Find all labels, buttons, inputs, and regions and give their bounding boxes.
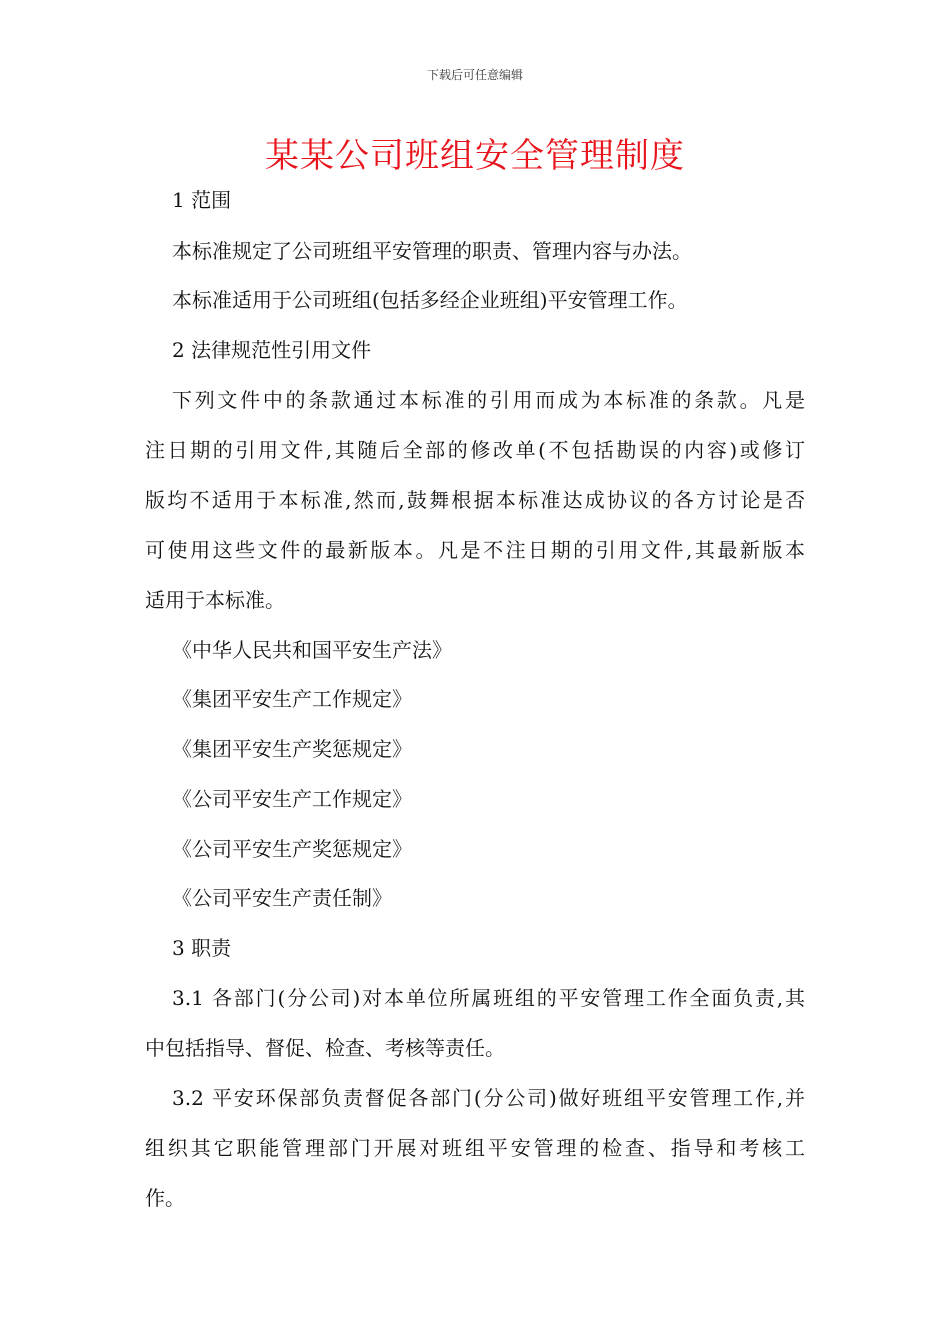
paragraph-line: 本标准适用于公司班组(包括多经企业班组)平安管理工作。 — [172, 288, 688, 312]
paragraph-line: 注日期的引用文件,其随后全部的修改单(不包括勘误的内容)或修订 — [145, 438, 805, 462]
paragraph-line: 3.2 平安环保部负责督促各部门(分公司)做好班组平安管理工作,并 — [172, 1086, 805, 1110]
reference-item: 《公司平安生产奖惩规定》 — [172, 837, 412, 861]
paragraph-line: 中包括指导、督促、检查、考核等责任。 — [145, 1036, 505, 1060]
paragraph-line: 适用于本标准。 — [145, 588, 285, 612]
reference-item: 《公司平安生产责任制》 — [172, 886, 392, 910]
paragraph-line: 作。 — [145, 1186, 185, 1210]
paragraph-line: 下列文件中的条款通过本标准的引用而成为本标准的条款。凡是 — [172, 388, 805, 412]
paragraph-line: 组织其它职能管理部门开展对班组平安管理的检查、指导和考核工 — [145, 1136, 805, 1160]
paragraph-line: 3.1 各部门(分公司)对本单位所属班组的平安管理工作全面负责,其 — [172, 986, 805, 1010]
section-heading: 3 职责 — [172, 936, 232, 960]
section-heading: 2 法律规范性引用文件 — [172, 338, 372, 362]
reference-item: 《中华人民共和国平安生产法》 — [172, 638, 452, 662]
reference-item: 《公司平安生产工作规定》 — [172, 787, 412, 811]
reference-item: 《集团平安生产奖惩规定》 — [172, 737, 412, 761]
paragraph-line: 版均不适用于本标准,然而,鼓舞根据本标准达成协议的各方讨论是否 — [145, 488, 805, 512]
page-header: 下载后可任意编辑 — [426, 68, 523, 82]
reference-item: 《集团平安生产工作规定》 — [172, 687, 412, 711]
section-heading: 1 范围 — [172, 188, 232, 212]
document-title: 某某公司班组安全管理制度 — [265, 136, 685, 176]
paragraph-line: 本标准规定了公司班组平安管理的职责、管理内容与办法。 — [172, 239, 692, 263]
paragraph-line: 可使用这些文件的最新版本。凡是不注日期的引用文件,其最新版本 — [145, 538, 805, 562]
